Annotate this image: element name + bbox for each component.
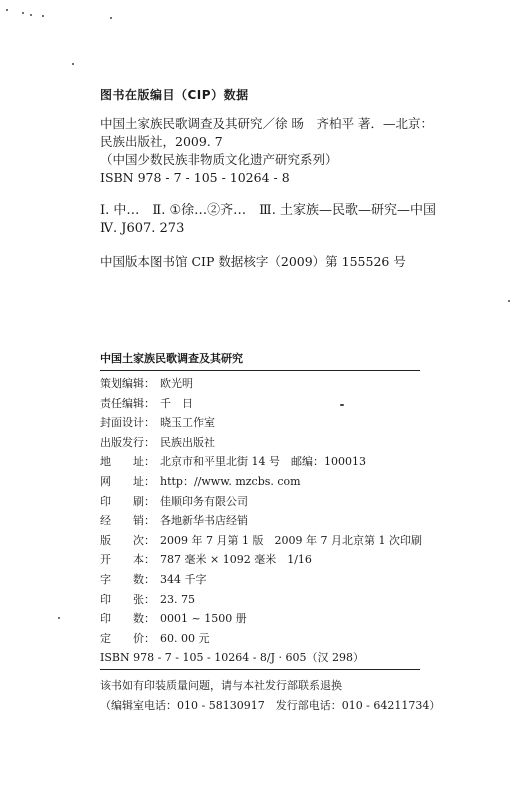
- scan-speck: [72, 63, 74, 65]
- colophon-row: [100, 570, 420, 590]
- row-value: 23. 75: [160, 592, 195, 606]
- row-value: 北京市和平里北街 14 号 邮编：100013: [160, 455, 366, 469]
- row-value: http：//www. mzcbs. com: [160, 474, 301, 488]
- row-value: 60. 00 元: [160, 631, 210, 645]
- row-label: 印 张：: [100, 592, 155, 606]
- row-value: 晓玉工作室: [160, 416, 215, 430]
- row-value: 欧光明: [160, 377, 193, 390]
- row-label: 印 数：: [100, 612, 155, 626]
- row-label: 责任编辑：: [100, 396, 155, 410]
- scan-speck: [6, 9, 8, 11]
- row-label: 网 址：: [100, 474, 155, 488]
- cip-line: 中国土家族民歌调查及其研究／徐 旸 齐柏平 著．—北京：: [100, 116, 433, 131]
- cip-verification: 中国版本图书馆 CIP 数据核字（2009）第 155526 号: [100, 254, 406, 269]
- colophon-row: [100, 374, 420, 394]
- row-value: 佳顺印务有限公司: [160, 494, 248, 508]
- colophon-row: [100, 452, 420, 472]
- row-label: 封面设计：: [100, 416, 155, 430]
- colophon-row: [100, 413, 420, 433]
- row-label: 经 销：: [100, 514, 155, 528]
- notice-line: 该书如有印装质量问题，请与本社发行部联系退换: [100, 679, 342, 693]
- cip-line: （中国少数民族非物质文化遗产研究系列）: [100, 152, 338, 167]
- colophon-isbn: ISBN 978 - 7 - 105 - 10264 - 8/J · 605（汉 298）: [100, 649, 420, 670]
- row-label: 出版发行：: [100, 435, 155, 449]
- scan-speck: [30, 14, 32, 16]
- colophon-row: [100, 550, 420, 570]
- notice-contacts: （编辑室电话：010 - 58130917 发行部电话：010 - 64211734）: [100, 699, 441, 713]
- cip-title: 图书在版编目（CIP）数据: [100, 88, 249, 102]
- colophon-row: [100, 433, 420, 453]
- cip-isbn: ISBN 978 - 7 - 105 - 10264 - 8: [100, 170, 290, 185]
- colophon-block: [100, 350, 441, 716]
- scan-speck: [58, 617, 60, 619]
- cip-classification: Ⅳ. J607. 273: [100, 221, 185, 236]
- colophon-row: [100, 472, 420, 492]
- row-label: 地 址：: [100, 455, 155, 469]
- row-label: 开 本：: [100, 553, 155, 567]
- cip-subject-line: Ⅰ. 中… Ⅱ. ①徐…②齐… Ⅲ. 土家族—民歌—研究—中国: [100, 203, 436, 218]
- row-value: 各地新华书店经销: [160, 514, 248, 528]
- row-value: 千 日: [160, 396, 193, 410]
- return-notice: [100, 676, 441, 716]
- colophon-row: [100, 492, 420, 512]
- cip-data-block: [100, 86, 500, 271]
- colophon-title: 中国土家族民歌调查及其研究: [100, 350, 420, 371]
- row-value: 344 千字: [160, 572, 207, 586]
- row-label: 字 数：: [100, 572, 155, 586]
- scan-speck: [42, 15, 44, 17]
- colophon-row: [100, 394, 420, 414]
- row-value: 2009 年 7 月第 1 版 2009 年 7 月北京第 1 次印刷: [160, 533, 422, 547]
- row-label: 版 次：: [100, 533, 155, 547]
- colophon-row: [100, 590, 420, 610]
- colophon-row: [100, 609, 420, 629]
- colophon-row: [100, 511, 420, 531]
- scan-speck: [508, 300, 510, 302]
- row-value: 民族出版社: [160, 435, 215, 449]
- colophon-row: [100, 531, 420, 551]
- row-value: 0001 ~ 1500 册: [160, 612, 247, 626]
- cip-line: 民族出版社，2009. 7: [100, 134, 223, 149]
- row-value: 787 毫米 × 1092 毫米 1/16: [160, 553, 312, 567]
- scan-speck: [22, 12, 24, 14]
- row-label: 定 价：: [100, 631, 155, 645]
- scan-speck: [110, 17, 112, 19]
- row-label: 印 刷：: [100, 494, 155, 508]
- colophon-row: [100, 629, 420, 649]
- row-label: 策划编辑：: [100, 377, 155, 390]
